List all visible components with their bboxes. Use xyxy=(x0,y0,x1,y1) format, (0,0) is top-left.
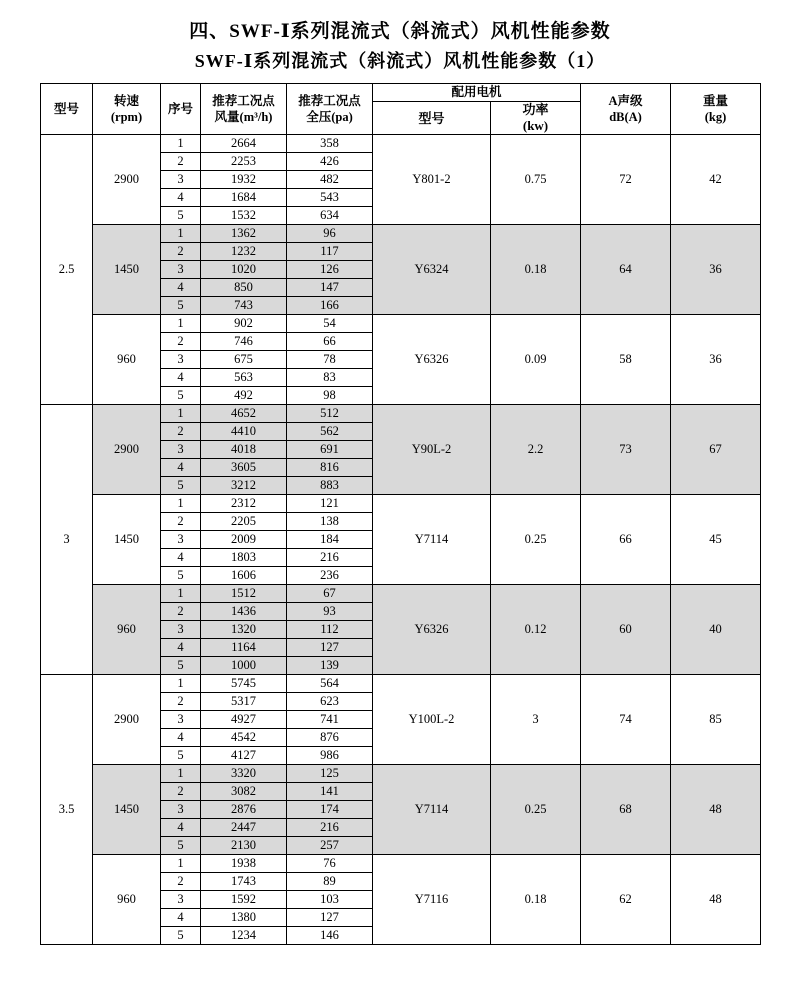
header-noise xyxy=(581,84,671,135)
cell-pressure: 147 xyxy=(287,279,373,297)
cell-index: 2 xyxy=(161,603,201,621)
cell-index: 1 xyxy=(161,225,201,243)
cell-power: 3 xyxy=(491,675,581,765)
cell-index: 3 xyxy=(161,261,201,279)
cell-power: 0.09 xyxy=(491,315,581,405)
cell-weight: 45 xyxy=(671,495,761,585)
cell-flow: 1938 xyxy=(201,855,287,873)
cell-index: 5 xyxy=(161,657,201,675)
cell-pressure: 127 xyxy=(287,909,373,927)
cell-flow: 1234 xyxy=(201,927,287,945)
cell-pressure: 216 xyxy=(287,549,373,567)
cell-flow: 850 xyxy=(201,279,287,297)
cell-noise: 66 xyxy=(581,495,671,585)
cell-weight: 40 xyxy=(671,585,761,675)
header-power xyxy=(491,102,581,135)
header-motor-group: 配用电机 xyxy=(373,84,581,102)
cell-flow: 2130 xyxy=(201,837,287,855)
cell-index: 1 xyxy=(161,765,201,783)
cell-pressure: 634 xyxy=(287,207,373,225)
cell-weight: 67 xyxy=(671,405,761,495)
cell-motor-model: Y6324 xyxy=(373,225,491,315)
cell-pressure: 98 xyxy=(287,387,373,405)
cell-pressure: 741 xyxy=(287,711,373,729)
cell-power: 2.2 xyxy=(491,405,581,495)
cell-index: 3 xyxy=(161,801,201,819)
cell-index: 1 xyxy=(161,585,201,603)
cell-flow: 1932 xyxy=(201,171,287,189)
table-header xyxy=(41,84,761,135)
cell-weight: 36 xyxy=(671,225,761,315)
cell-motor-model: Y7116 xyxy=(373,855,491,945)
cell-flow: 563 xyxy=(201,369,287,387)
header-power-line2: (kw) xyxy=(522,118,549,133)
cell-index: 2 xyxy=(161,873,201,891)
cell-pressure: 184 xyxy=(287,531,373,549)
cell-speed: 960 xyxy=(93,315,161,405)
table-row xyxy=(41,675,761,693)
cell-index: 4 xyxy=(161,639,201,657)
cell-pressure: 816 xyxy=(287,459,373,477)
table-row xyxy=(41,585,761,603)
cell-motor-model: Y100L-2 xyxy=(373,675,491,765)
cell-pressure: 126 xyxy=(287,261,373,279)
page-title: 四、SWF-Ⅰ系列混流式（斜流式）风机性能参数 xyxy=(189,21,611,42)
cell-noise: 58 xyxy=(581,315,671,405)
cell-flow: 2253 xyxy=(201,153,287,171)
cell-noise: 74 xyxy=(581,675,671,765)
cell-index: 5 xyxy=(161,837,201,855)
cell-index: 3 xyxy=(161,891,201,909)
cell-flow: 2876 xyxy=(201,801,287,819)
cell-pressure: 78 xyxy=(287,351,373,369)
cell-flow: 1684 xyxy=(201,189,287,207)
header-pressure xyxy=(287,84,373,135)
cell-flow: 2205 xyxy=(201,513,287,531)
cell-flow: 1164 xyxy=(201,639,287,657)
cell-flow: 2447 xyxy=(201,819,287,837)
table-row xyxy=(41,315,761,333)
cell-flow: 4652 xyxy=(201,405,287,423)
cell-flow: 1020 xyxy=(201,261,287,279)
table-title: SWF-Ⅰ系列混流式（斜流式）风机性能参数（1） xyxy=(194,51,606,71)
cell-pressure: 236 xyxy=(287,567,373,585)
header-model: 型号 xyxy=(41,84,93,135)
cell-index: 5 xyxy=(161,207,201,225)
table-row xyxy=(41,225,761,243)
header-weight-line1: 重量 xyxy=(703,94,729,108)
cell-flow: 1592 xyxy=(201,891,287,909)
cell-pressure: 257 xyxy=(287,837,373,855)
cell-speed: 960 xyxy=(93,585,161,675)
cell-flow: 1320 xyxy=(201,621,287,639)
cell-speed: 1450 xyxy=(93,495,161,585)
cell-flow: 492 xyxy=(201,387,287,405)
cell-pressure: 83 xyxy=(287,369,373,387)
cell-pressure: 623 xyxy=(287,693,373,711)
cell-pressure: 562 xyxy=(287,423,373,441)
cell-noise: 62 xyxy=(581,855,671,945)
cell-index: 1 xyxy=(161,135,201,153)
cell-flow: 1380 xyxy=(201,909,287,927)
cell-pressure: 66 xyxy=(287,333,373,351)
cell-flow: 2312 xyxy=(201,495,287,513)
cell-pressure: 883 xyxy=(287,477,373,495)
cell-pressure: 138 xyxy=(287,513,373,531)
cell-flow: 1532 xyxy=(201,207,287,225)
cell-pressure: 141 xyxy=(287,783,373,801)
cell-weight: 36 xyxy=(671,315,761,405)
cell-pressure: 512 xyxy=(287,405,373,423)
cell-pressure: 358 xyxy=(287,135,373,153)
cell-flow: 3605 xyxy=(201,459,287,477)
cell-index: 5 xyxy=(161,747,201,765)
cell-pressure: 174 xyxy=(287,801,373,819)
cell-flow: 743 xyxy=(201,297,287,315)
cell-index: 4 xyxy=(161,729,201,747)
cell-speed: 2900 xyxy=(93,675,161,765)
header-flow xyxy=(201,84,287,135)
cell-pressure: 216 xyxy=(287,819,373,837)
cell-pressure: 112 xyxy=(287,621,373,639)
cell-flow: 4018 xyxy=(201,441,287,459)
cell-noise: 73 xyxy=(581,405,671,495)
cell-index: 1 xyxy=(161,495,201,513)
cell-flow: 4542 xyxy=(201,729,287,747)
cell-pressure: 986 xyxy=(287,747,373,765)
cell-pressure: 564 xyxy=(287,675,373,693)
header-flow-line2: 风量(m³/h) xyxy=(214,110,273,124)
table-row xyxy=(41,135,761,153)
cell-model: 3.5 xyxy=(41,675,93,945)
cell-flow: 4410 xyxy=(201,423,287,441)
cell-index: 3 xyxy=(161,621,201,639)
cell-flow: 1606 xyxy=(201,567,287,585)
cell-pressure: 54 xyxy=(287,315,373,333)
table-row xyxy=(41,495,761,513)
cell-index: 1 xyxy=(161,315,201,333)
cell-pressure: 89 xyxy=(287,873,373,891)
cell-noise: 60 xyxy=(581,585,671,675)
cell-flow: 1436 xyxy=(201,603,287,621)
cell-pressure: 117 xyxy=(287,243,373,261)
cell-index: 5 xyxy=(161,387,201,405)
cell-weight: 85 xyxy=(671,675,761,765)
cell-index: 2 xyxy=(161,693,201,711)
cell-index: 3 xyxy=(161,711,201,729)
header-noise-line2: dB(A) xyxy=(609,110,642,124)
cell-index: 5 xyxy=(161,927,201,945)
cell-index: 4 xyxy=(161,459,201,477)
cell-flow: 3212 xyxy=(201,477,287,495)
cell-flow: 2009 xyxy=(201,531,287,549)
cell-noise: 72 xyxy=(581,135,671,225)
cell-speed: 2900 xyxy=(93,405,161,495)
cell-flow: 1512 xyxy=(201,585,287,603)
cell-power: 0.75 xyxy=(491,135,581,225)
cell-speed: 1450 xyxy=(93,225,161,315)
fan-performance-table xyxy=(40,83,761,945)
cell-index: 1 xyxy=(161,405,201,423)
header-index: 序号 xyxy=(161,84,201,135)
cell-motor-model: Y6326 xyxy=(373,315,491,405)
cell-weight: 48 xyxy=(671,765,761,855)
header-noise-line1: A声级 xyxy=(608,94,643,108)
cell-pressure: 482 xyxy=(287,171,373,189)
cell-motor-model: Y7114 xyxy=(373,765,491,855)
cell-pressure: 125 xyxy=(287,765,373,783)
cell-pressure: 426 xyxy=(287,153,373,171)
header-weight xyxy=(671,84,761,135)
table-header-row-1 xyxy=(41,84,761,102)
cell-index: 5 xyxy=(161,567,201,585)
cell-index: 1 xyxy=(161,675,201,693)
cell-flow: 4927 xyxy=(201,711,287,729)
cell-flow: 1803 xyxy=(201,549,287,567)
cell-power: 0.18 xyxy=(491,225,581,315)
header-speed xyxy=(93,84,161,135)
cell-pressure: 543 xyxy=(287,189,373,207)
cell-index: 4 xyxy=(161,909,201,927)
cell-index: 3 xyxy=(161,531,201,549)
cell-model: 2.5 xyxy=(41,135,93,405)
cell-flow: 675 xyxy=(201,351,287,369)
cell-motor-model: Y6326 xyxy=(373,585,491,675)
cell-flow: 1232 xyxy=(201,243,287,261)
cell-power: 0.25 xyxy=(491,495,581,585)
cell-pressure: 67 xyxy=(287,585,373,603)
header-weight-line2: (kg) xyxy=(704,110,727,124)
cell-power: 0.12 xyxy=(491,585,581,675)
cell-index: 2 xyxy=(161,513,201,531)
cell-pressure: 103 xyxy=(287,891,373,909)
cell-noise: 64 xyxy=(581,225,671,315)
cell-flow: 4127 xyxy=(201,747,287,765)
cell-weight: 48 xyxy=(671,855,761,945)
cell-flow: 3082 xyxy=(201,783,287,801)
cell-speed: 2900 xyxy=(93,135,161,225)
cell-index: 4 xyxy=(161,549,201,567)
cell-index: 2 xyxy=(161,243,201,261)
cell-flow: 1743 xyxy=(201,873,287,891)
header-pressure-line2: 全压(pa) xyxy=(306,110,353,124)
cell-index: 3 xyxy=(161,351,201,369)
cell-index: 1 xyxy=(161,855,201,873)
cell-index: 4 xyxy=(161,189,201,207)
cell-flow: 5317 xyxy=(201,693,287,711)
header-speed-line2: (rpm) xyxy=(110,110,143,124)
header-pressure-line1: 推荐工况点 xyxy=(298,94,361,108)
table-row xyxy=(41,765,761,783)
cell-pressure: 93 xyxy=(287,603,373,621)
cell-flow: 5745 xyxy=(201,675,287,693)
cell-index: 3 xyxy=(161,441,201,459)
cell-index: 2 xyxy=(161,423,201,441)
table-body xyxy=(41,135,761,945)
cell-index: 2 xyxy=(161,783,201,801)
cell-index: 4 xyxy=(161,369,201,387)
cell-motor-model: Y7114 xyxy=(373,495,491,585)
cell-flow: 1362 xyxy=(201,225,287,243)
header-power-line1: 功率 xyxy=(522,102,549,117)
cell-index: 2 xyxy=(161,333,201,351)
cell-flow: 746 xyxy=(201,333,287,351)
cell-pressure: 691 xyxy=(287,441,373,459)
cell-pressure: 127 xyxy=(287,639,373,657)
cell-pressure: 96 xyxy=(287,225,373,243)
table-row xyxy=(41,855,761,873)
cell-pressure: 139 xyxy=(287,657,373,675)
header-motor-model: 型号 xyxy=(373,102,491,135)
cell-index: 4 xyxy=(161,279,201,297)
cell-noise: 68 xyxy=(581,765,671,855)
cell-pressure: 121 xyxy=(287,495,373,513)
cell-pressure: 166 xyxy=(287,297,373,315)
cell-model: 3 xyxy=(41,405,93,675)
cell-index: 3 xyxy=(161,171,201,189)
cell-speed: 1450 xyxy=(93,765,161,855)
cell-pressure: 76 xyxy=(287,855,373,873)
cell-index: 5 xyxy=(161,297,201,315)
cell-flow: 3320 xyxy=(201,765,287,783)
cell-motor-model: Y90L-2 xyxy=(373,405,491,495)
cell-flow: 902 xyxy=(201,315,287,333)
cell-index: 5 xyxy=(161,477,201,495)
cell-power: 0.18 xyxy=(491,855,581,945)
cell-speed: 960 xyxy=(93,855,161,945)
cell-power: 0.25 xyxy=(491,765,581,855)
cell-index: 4 xyxy=(161,819,201,837)
cell-flow: 2664 xyxy=(201,135,287,153)
cell-motor-model: Y801-2 xyxy=(373,135,491,225)
cell-pressure: 146 xyxy=(287,927,373,945)
header-speed-line1: 转速 xyxy=(113,94,139,108)
cell-weight: 42 xyxy=(671,135,761,225)
table-row xyxy=(41,405,761,423)
cell-flow: 1000 xyxy=(201,657,287,675)
header-flow-line1: 推荐工况点 xyxy=(212,94,275,108)
cell-pressure: 876 xyxy=(287,729,373,747)
cell-index: 2 xyxy=(161,153,201,171)
